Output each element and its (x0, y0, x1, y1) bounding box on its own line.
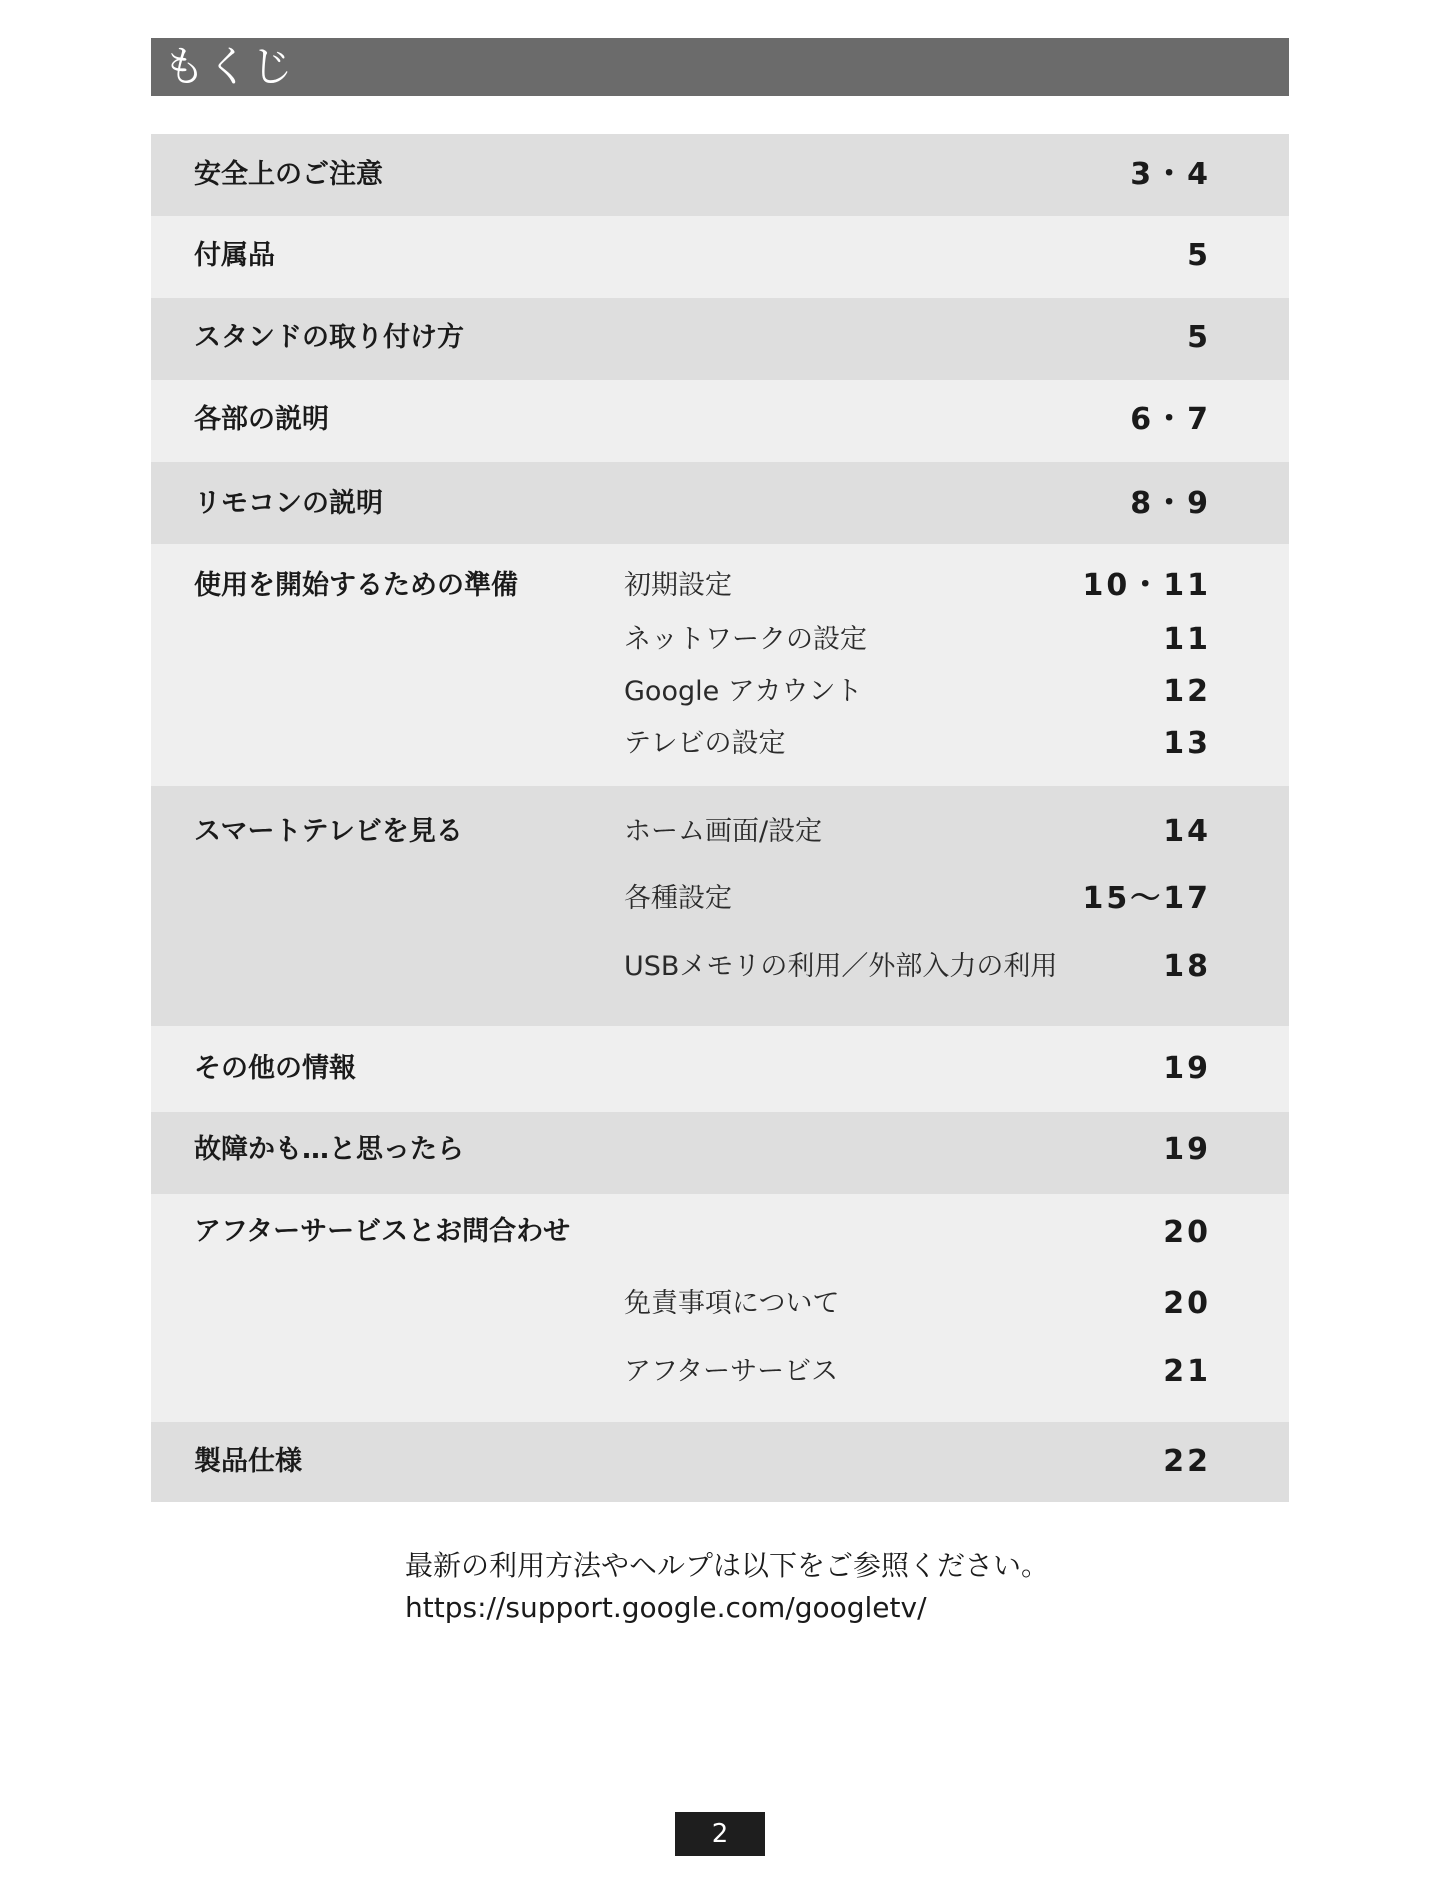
toc-label: 故障かも…と思ったら (194, 1134, 464, 1165)
toc-row-accessories[interactable] (151, 216, 1289, 298)
toc-sub-page-number: 10・11 (1082, 568, 1211, 603)
toc-sub-label[interactable]: USBメモリの利用／外部入力の利用 (624, 951, 1058, 982)
toc-sub-page-number: 21 (1163, 1354, 1211, 1389)
toc-row-parts[interactable] (151, 380, 1289, 462)
toc-label: リモコンの説明 (194, 488, 383, 519)
toc-row-remote[interactable] (151, 462, 1289, 544)
toc-page-number: 19 (1163, 1051, 1211, 1086)
toc-page-number: 8・9 (1130, 486, 1211, 521)
toc-page-number: 19 (1163, 1132, 1211, 1167)
help-note (405, 1545, 1049, 1629)
toc-sub-label[interactable]: アフターサービス (624, 1356, 839, 1387)
toc-label: スマートテレビを見る (194, 816, 463, 847)
toc-row-after-service (151, 1194, 1289, 1422)
help-url-link[interactable]: https://support.google.com/googletv/ (405, 1591, 927, 1624)
toc-sub-label[interactable]: テレビの設定 (624, 728, 786, 759)
page-number-badge: 2 (675, 1812, 765, 1856)
toc-label: 付属品 (194, 240, 275, 271)
toc-page-number: 6・7 (1130, 402, 1211, 437)
toc-row-other-info[interactable] (151, 1026, 1289, 1112)
toc-sub-page-number: 15〜17 (1082, 881, 1211, 916)
toc-label: その他の情報 (194, 1053, 356, 1084)
toc-sub-label[interactable]: ネットワークの設定 (624, 624, 867, 655)
toc-label: アフターサービスとお問合わせ (194, 1216, 571, 1247)
toc-label: 使用を開始するための準備 (194, 570, 518, 601)
toc-sub-label[interactable]: ホーム画面/設定 (624, 816, 823, 847)
toc-row-specifications[interactable] (151, 1422, 1289, 1502)
toc-sub-page-number: 18 (1163, 949, 1211, 984)
toc-title-bar (151, 38, 1289, 96)
table-of-contents (151, 134, 1289, 1502)
toc-sub-page-number: 12 (1163, 674, 1211, 709)
help-note-text: 最新の利用方法やヘルプは以下をご参照ください。 (405, 1549, 1050, 1582)
toc-sub-label[interactable]: 初期設定 (624, 570, 732, 601)
toc-sub-page-number: 14 (1163, 814, 1211, 849)
toc-label: 安全上のご注意 (194, 159, 383, 190)
toc-sub-page-number: 13 (1163, 726, 1211, 761)
toc-page-number: 20 (1163, 1215, 1211, 1250)
toc-page-number: 5 (1187, 238, 1211, 273)
toc-label: スタンドの取り付け方 (194, 322, 464, 353)
toc-label: 製品仕様 (194, 1446, 302, 1477)
toc-page-number: 3・4 (1130, 157, 1211, 192)
toc-page-number: 5 (1187, 320, 1211, 355)
toc-row-preparation (151, 544, 1289, 786)
toc-row-safety[interactable] (151, 134, 1289, 216)
toc-row-troubleshooting[interactable] (151, 1112, 1289, 1194)
toc-sub-label[interactable]: Google アカウント (624, 676, 863, 707)
toc-sub-page-number: 11 (1163, 622, 1211, 657)
toc-sub-page-number: 20 (1163, 1286, 1211, 1321)
toc-row-stand[interactable] (151, 298, 1289, 380)
page-title: もくじ (163, 42, 296, 91)
toc-sub-label[interactable]: 免責事項について (624, 1288, 840, 1319)
toc-page-number: 22 (1163, 1444, 1211, 1479)
toc-label: 各部の説明 (194, 404, 329, 435)
toc-sub-label[interactable]: 各種設定 (624, 883, 732, 914)
toc-row-smart-tv (151, 786, 1289, 1026)
